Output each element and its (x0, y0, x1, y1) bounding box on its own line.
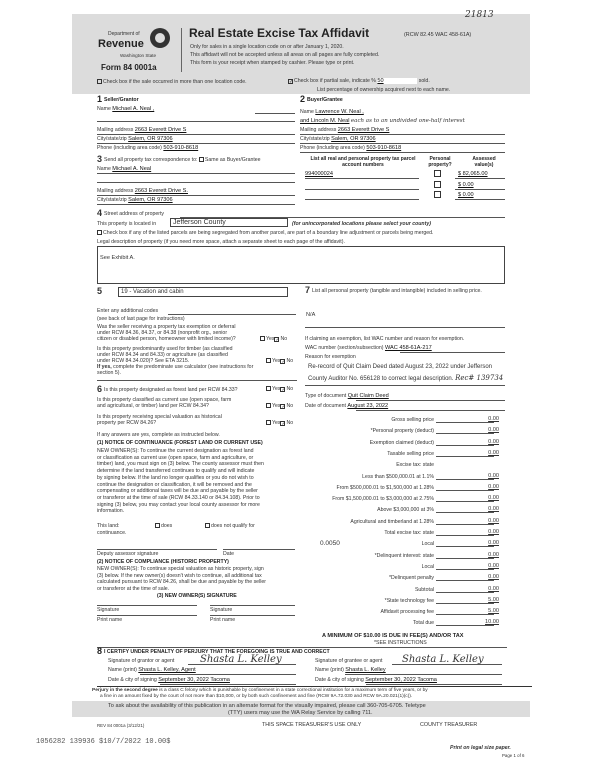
notice2-line: or transferor at the time of sale. (97, 585, 170, 592)
deputy-signature-label: Deputy assessor signature (97, 551, 159, 557)
notice1-line: information. (97, 508, 125, 515)
street-address-field[interactable]: 4 Street address of property (97, 208, 164, 218)
fee-label: Above $3,000,000 at 3% (377, 507, 434, 514)
personal-property-checkbox[interactable] (434, 170, 441, 177)
fee-value[interactable]: 5.00 (488, 608, 499, 615)
minimum-note: A MINIMUM OF $10.00 IS DUE IN FEE(S) AND/OR TAX (322, 633, 464, 639)
county-select[interactable]: Jefferson County (170, 218, 288, 227)
recording-stamp: 1056282 139936 $10/7/2022 10.00$ (36, 738, 171, 746)
owner-print-name-2[interactable]: Print name (210, 617, 236, 623)
q-exemption-3: citizen or disabled person, homeowner with limited income)? (97, 336, 236, 342)
revenue-logo-icon (150, 28, 170, 48)
if-yes-note: If yes, complete the predominate use calculator (see instructions for (97, 364, 254, 370)
accessibility-note: To ask about the availability of this publication in an alternate format for the visually impaired, please call 360-705-6705. Teletype (108, 703, 426, 709)
fee-label: Agricultural and timberland at 1.28% (350, 518, 434, 525)
assessed-value[interactable]: $ 82,065.00 (458, 171, 488, 177)
legal-label: Legal description of property (if you need more space, attach a separate sheet to each page of the affidavit). (97, 239, 345, 245)
historic-yes-no[interactable]: Yes✓No (266, 420, 293, 426)
fee-label: *Delinquent interest: state (374, 552, 434, 559)
value-underline (455, 199, 505, 200)
fee-label: Local (421, 563, 434, 570)
notice2-title: (2) NOTICE OF COMPLIANCE (HISTORIC PROPERTY) (97, 559, 229, 565)
grantor-name-field[interactable]: Name (print) Shasta L. Kelley, Agent (108, 667, 196, 673)
partial-sale-suffix: sold. (418, 78, 430, 84)
fee-value[interactable]: 5.00 (488, 596, 499, 603)
fee-underline (436, 625, 494, 626)
fee-label: *State technology fee (384, 597, 434, 604)
revision-label: REV 84 0001a (3/12/21) (97, 723, 145, 728)
dept-label: Department of (108, 31, 140, 37)
fee-row (300, 608, 502, 617)
fee-row (300, 540, 502, 549)
personal-property-checkbox[interactable] (434, 191, 441, 198)
q-timber-1: Is this property predominantly used for timber (as classified (97, 346, 233, 352)
buyer-phone-field[interactable]: Phone (including area code) 503-910-8618 (300, 145, 402, 151)
correspondence-name-field[interactable]: Name Michael A. Neal (97, 166, 152, 172)
fee-value[interactable]: 0.00 (488, 427, 499, 434)
buyer-name-field[interactable]: Name Lawrence W. Neal , (300, 109, 364, 115)
assessed-header: Assessed value(s) (472, 156, 496, 168)
county-note: (for unincorporated locations please select your county) (292, 221, 431, 227)
fee-row (300, 484, 502, 493)
fee-label: *Delinquent penalty (389, 575, 434, 582)
this-land-label: This land: (97, 523, 120, 529)
fee-row (300, 518, 502, 527)
multi-location-checkbox[interactable] (97, 79, 247, 85)
fee-value[interactable]: 0.00 (488, 585, 499, 592)
local-rate: 0.0050 (320, 540, 340, 548)
owner-signature-2[interactable]: Signature (210, 607, 233, 613)
exemption-yes-no[interactable]: Yes✓No (260, 336, 287, 342)
notice1-line: by signing below. If the land no longer qualifies or you do not wish to (97, 474, 254, 481)
treasurer-use-label: THIS SPACE TREASURER'S USE ONLY (262, 722, 362, 728)
fee-row (300, 529, 502, 538)
fee-row (300, 586, 502, 595)
grantor-signature-field[interactable]: Signature of grantor or agent (108, 658, 175, 664)
fee-row (300, 563, 502, 572)
does-checkbox[interactable]: does (155, 523, 172, 529)
does-not-checkbox[interactable]: does not qualify for (205, 523, 255, 529)
legal-description-box[interactable]: See Exhibit A. (97, 246, 505, 284)
perjury-note: Perjury in the second degree is a class C felony which is punishable by confinement in a state correctional institution for a maximum term of five years, or by (92, 688, 428, 693)
notice1-line: or transferor at the time of sale (RCW 84.33.140 or 84.34.108). Prior to (97, 494, 260, 501)
fee-value[interactable]: 0.00 (488, 562, 499, 569)
grantee-name-field[interactable]: Name (print) Shasta L. Kelley (315, 667, 386, 673)
rcw-reference: (RCW 82.45 WAC 458-61A) (404, 32, 472, 38)
seller-city-field[interactable]: City/state/zip Salem, OR 97306 (97, 136, 173, 142)
q-historic-2: property per RCW 84.26? (97, 420, 157, 426)
buyer-name2-field[interactable]: and Lincoln M. Neal each as to an undivided one-half interest (300, 118, 465, 124)
fee-underline (436, 433, 494, 434)
fee-value[interactable]: 0.00 (488, 438, 499, 445)
fee-value[interactable]: 0.00 (488, 483, 499, 490)
timber-yes-no[interactable]: Yes✓No (266, 358, 293, 364)
notice1-line: signing (3) below, you may contact your local county assessor for more (97, 501, 260, 508)
buyer-city-field[interactable]: City/state/zip Salem, OR 97306 (300, 136, 376, 142)
fee-row (300, 461, 502, 470)
fee-underline (436, 490, 494, 491)
continuance-label: continuance. (97, 530, 127, 536)
fee-row (300, 506, 502, 515)
seller-mailing-field[interactable]: Mailing address 2663 Everett Drive S (97, 127, 187, 133)
personal-property-label: 7 List all personal property (tangible and intangible) included in selling price. (305, 285, 482, 295)
reason-line-1[interactable]: Re-record of Quit Claim Deed dated August 23, 2022 under Jefferson (308, 364, 492, 370)
doc-date-field[interactable]: Date of document August 23, 2022 (305, 403, 389, 409)
seller-name-field[interactable]: Name Michael A. Neal , (97, 106, 155, 112)
parcel-underline (305, 199, 419, 200)
ownership-note: List percentage of ownership acquired next to each name. (317, 87, 451, 93)
fee-row (300, 450, 502, 459)
owner-signature-1[interactable]: Signature (97, 607, 120, 613)
fee-row (300, 619, 502, 628)
notice1-line: or classification as current use (open space, farm and agriculture, or (97, 454, 254, 461)
fee-underline (436, 445, 494, 446)
seller-name: Michael A. Neal , (112, 106, 155, 112)
notice1-line: compensating or additional taxes will be due and payable by the seller (97, 488, 258, 495)
correspondence-heading: 3 Send all property tax correspondence to: Same as Buyer/Grantee (97, 154, 261, 164)
fee-label: Total excise tax: state (384, 530, 434, 536)
q-exemption-2: under RCW 84.36, 84.37, or 84.38 (nonprofit org., senior (97, 330, 228, 336)
q-timber-2: under RCW 84.34 and 84.33) or agriculture (as classified (97, 352, 228, 358)
fee-value[interactable]: 0.00 (488, 472, 499, 479)
header-note-1: Only for sales in a single location code on or after January 1, 2020. (190, 44, 344, 50)
partial-sale-label: Check box if partial sale, indicate % (294, 78, 376, 84)
fee-value[interactable]: 0.00 (488, 517, 499, 524)
header-divider (181, 28, 182, 72)
if-yes-note-2: section 5). (97, 370, 121, 376)
fee-value[interactable]: 0.00 (488, 495, 499, 502)
fee-value[interactable]: 0.00 (488, 416, 499, 422)
fee-underline (436, 479, 494, 480)
personal-property-value[interactable]: N/A (306, 312, 316, 318)
fee-value[interactable]: 10.00 (485, 619, 499, 626)
see-instructions: *SEE INSTRUCTIONS (374, 640, 427, 646)
handwritten-number: 21813 (465, 10, 494, 20)
grantee-signature-field[interactable]: Signature of grantee or agent (315, 658, 383, 664)
parcel-underline (305, 178, 419, 179)
fee-label: Affidavit processing fee (380, 609, 434, 616)
owner-print-name-1[interactable]: Print name (97, 617, 123, 623)
notice1-title: (1) NOTICE OF CONTINUANCE (FOREST LAND OR CURRENT USE) (97, 440, 263, 446)
fee-label: Total due (412, 620, 434, 627)
personal-header: Personal property? (428, 156, 452, 168)
fee-value[interactable]: 0.00 (488, 540, 499, 547)
reason-label: Reason for exemption (305, 354, 356, 360)
use-code-select[interactable]: 19 - Vacation and cabin (118, 287, 288, 297)
correspondence-mailing-field[interactable]: Mailing address 2663 Everett Drive S. (97, 188, 188, 194)
q-forest: 6 Is this property designated as forest land per RCW 84.33? (97, 384, 238, 394)
q-current-2: and agricultural, or timber) land per RCW 84.34? (97, 403, 209, 409)
correspondence-city-field[interactable]: City/state/zip Salem, OR 97306 (97, 197, 173, 203)
fee-label: Less than $500,000.01 at 1.1% (362, 473, 434, 480)
form-title: Real Estate Excise Tax Affidavit (189, 26, 370, 40)
reason-line-2[interactable]: County Auditor No. 656128 to correct legal description. Rec# 139734 (308, 374, 504, 382)
perjury-note-2: a fine in an amount fixed by the court of not more than $10,000, or by both such confinement and fine (RCW 9A.72.030 and RCW 9A.20.021(1)(c)). (100, 694, 413, 699)
header-note-3: This form is your receipt when stamped by cashier. Please type or print. (190, 60, 355, 66)
assessed-value[interactable]: $ 0.00 (458, 192, 474, 198)
fee-underline (436, 535, 494, 536)
legal-paper-note: Print on legal size paper. (450, 745, 511, 751)
fee-label: Subtotal (414, 586, 434, 593)
fee-label: *Personal property (deduct) (370, 428, 434, 435)
grantee-date-field[interactable]: Date & city of signing September 30, 2022 Tacoma (315, 677, 437, 683)
notice2-line: NEW OWNER(S): To continue special valuation as historic property, sign (97, 566, 264, 572)
fee-label: Taxable selling price (387, 450, 434, 457)
fee-underline (436, 592, 494, 593)
fee-row (300, 552, 502, 561)
value-underline (455, 178, 505, 179)
parcel-number[interactable]: 994000024 (305, 171, 333, 177)
fee-value[interactable]: 0.00 (488, 529, 499, 535)
handwritten-note: each as to an undivided one-half interest (350, 118, 465, 124)
fee-underline (436, 569, 494, 570)
notice2-line: calculated pursuant to RCW 84.26, shall be due and payable by the seller (97, 579, 266, 585)
header-note-2: This affidavit will not be accepted unless all areas on all pages are fully completed. (190, 52, 380, 58)
fee-label: From $500,000.01 to $1,500,000 at 1.28% (336, 484, 434, 491)
fee-row (300, 495, 502, 504)
buyer-heading: 2 Buyer/Grantee (300, 94, 343, 104)
fee-underline (436, 603, 494, 604)
multi-location-label: Check box if the sale occurred in more than one location code. (103, 79, 247, 85)
fee-underline (436, 558, 494, 559)
parcel-underline (305, 189, 419, 190)
fee-underline (436, 422, 494, 423)
fee-underline (436, 512, 494, 513)
see-back: (see back of last page for instructions) (97, 316, 185, 322)
grantor-date-field[interactable]: Date & city of signing September 30, 2022 Tacoma (108, 677, 230, 683)
doc-type-field[interactable]: Type of document Quit Claim Deed (305, 393, 389, 399)
notice1-line: NEW OWNER(S): To continue the current designation as forest land (97, 448, 254, 454)
section5-number: 5 (97, 286, 103, 296)
fee-row (300, 427, 502, 436)
partial-sale-checkbox[interactable]: ✓Check box if partial sale, indicate % 50 sold. (289, 78, 430, 85)
wac-field[interactable]: WAC number (section/subsection) WAC 458-61A-217 (305, 345, 432, 351)
fee-underline (436, 501, 494, 502)
notice2-line: (3) below. If the new owner(s) doesn't wish to continue, all additional tax (97, 572, 262, 579)
fee-underline (436, 614, 494, 615)
same-as-buyer-checkbox[interactable] (199, 157, 204, 162)
certify-statement: 8 I CERTIFY UNDER PENALTY OF PERJURY THAT THE FOREGOING IS TRUE AND CORRECT (97, 646, 330, 656)
fee-label: Gross selling price (391, 417, 434, 423)
fee-row (300, 439, 502, 448)
fee-value[interactable]: 0.00 (488, 506, 499, 513)
agency-name: Revenue (98, 38, 144, 50)
exemption-label: If claiming an exemption, list WAC number and reason for exemption. (305, 336, 465, 342)
q-exemption-1: Was the seller receiving a property tax exemption or deferral (97, 324, 236, 330)
fee-value[interactable]: 0.00 (488, 449, 499, 456)
fee-underline (436, 456, 494, 457)
q-historic-1: Is this property receiving special valuation as historical (97, 414, 222, 420)
fee-underline (436, 580, 494, 581)
fee-label: Excise tax: state (396, 462, 434, 469)
fee-underline (436, 524, 494, 525)
fee-row (300, 597, 502, 606)
fee-row (300, 416, 502, 425)
county-treasurer-label: COUNTY TREASURER (420, 722, 478, 728)
deputy-date-label: Date (223, 551, 234, 557)
current-yes-no[interactable]: Yes✓No (266, 403, 293, 409)
fee-underline (436, 546, 494, 547)
fee-value[interactable]: 0.00 (488, 551, 499, 558)
new-owner-signature-title: (3) NEW OWNER(S) SIGNATURE (157, 593, 237, 599)
fee-label: Local (421, 541, 434, 548)
accessibility-note-2: (TTY) users may use the WA Relay Service by calling 711. (228, 710, 373, 716)
fee-value[interactable]: 0.00 (488, 574, 499, 581)
additional-codes-field[interactable]: Enter any additional codes (97, 308, 159, 314)
seller-phone-field[interactable]: Phone (including area code) 503-910-8618 (97, 145, 199, 151)
q-current-1: Is this property classified as current use (open space, farm (97, 397, 232, 403)
notice1-line: continue the designation or classification, it will be removed and the (97, 481, 252, 488)
value-underline (455, 189, 505, 190)
segregated-checkbox[interactable]: Check box if any of the listed parcels are being segregated from another parcel, are part of a boundary line adjustment or parcels being merged. (97, 230, 433, 236)
personal-property-checkbox[interactable] (434, 181, 441, 188)
grantor-signature: Shasta L. Kelley (200, 654, 282, 665)
handwritten-record-number: Rec# 139734 (455, 374, 504, 382)
state-label: Washington State (120, 53, 157, 58)
parcel-header: List all real and personal property tax parcel account numbers (310, 156, 416, 168)
page-number: Page 1 of 6 (502, 753, 525, 758)
fee-row (300, 574, 502, 583)
assessed-value[interactable]: $ 0.00 (458, 181, 474, 188)
seller-heading: 1 Seller/Grantor (97, 94, 139, 104)
partial-sale-percent[interactable]: 50 (377, 78, 417, 84)
fee-label: From $1,500,000.01 to $3,000,000 at 2.75% (332, 496, 434, 503)
buyer-mailing-field[interactable]: Mailing address 2663 Everett Drive S (300, 127, 390, 133)
fee-label: Exemption claimed (deduct) (369, 439, 434, 446)
form-number: Form 84 0001a (101, 63, 157, 72)
fee-row (300, 473, 502, 482)
notice1-line: timber) land, you must sign on (3) below. The county assessor must then (97, 461, 264, 468)
q-timber-3: under RCW 84.34.020)? See ETA 3215. (97, 358, 190, 364)
grantee-signature: Shasta L. Kelley (402, 654, 484, 665)
forest-yes-no[interactable]: Yes✓No (266, 386, 293, 392)
located-label: This property is located in (97, 221, 157, 227)
if-any-note: If any answers are yes, complete as instructed below. (97, 432, 220, 438)
notice1-line: determine if the land transferred continues to qualify and will indicate (97, 468, 255, 475)
